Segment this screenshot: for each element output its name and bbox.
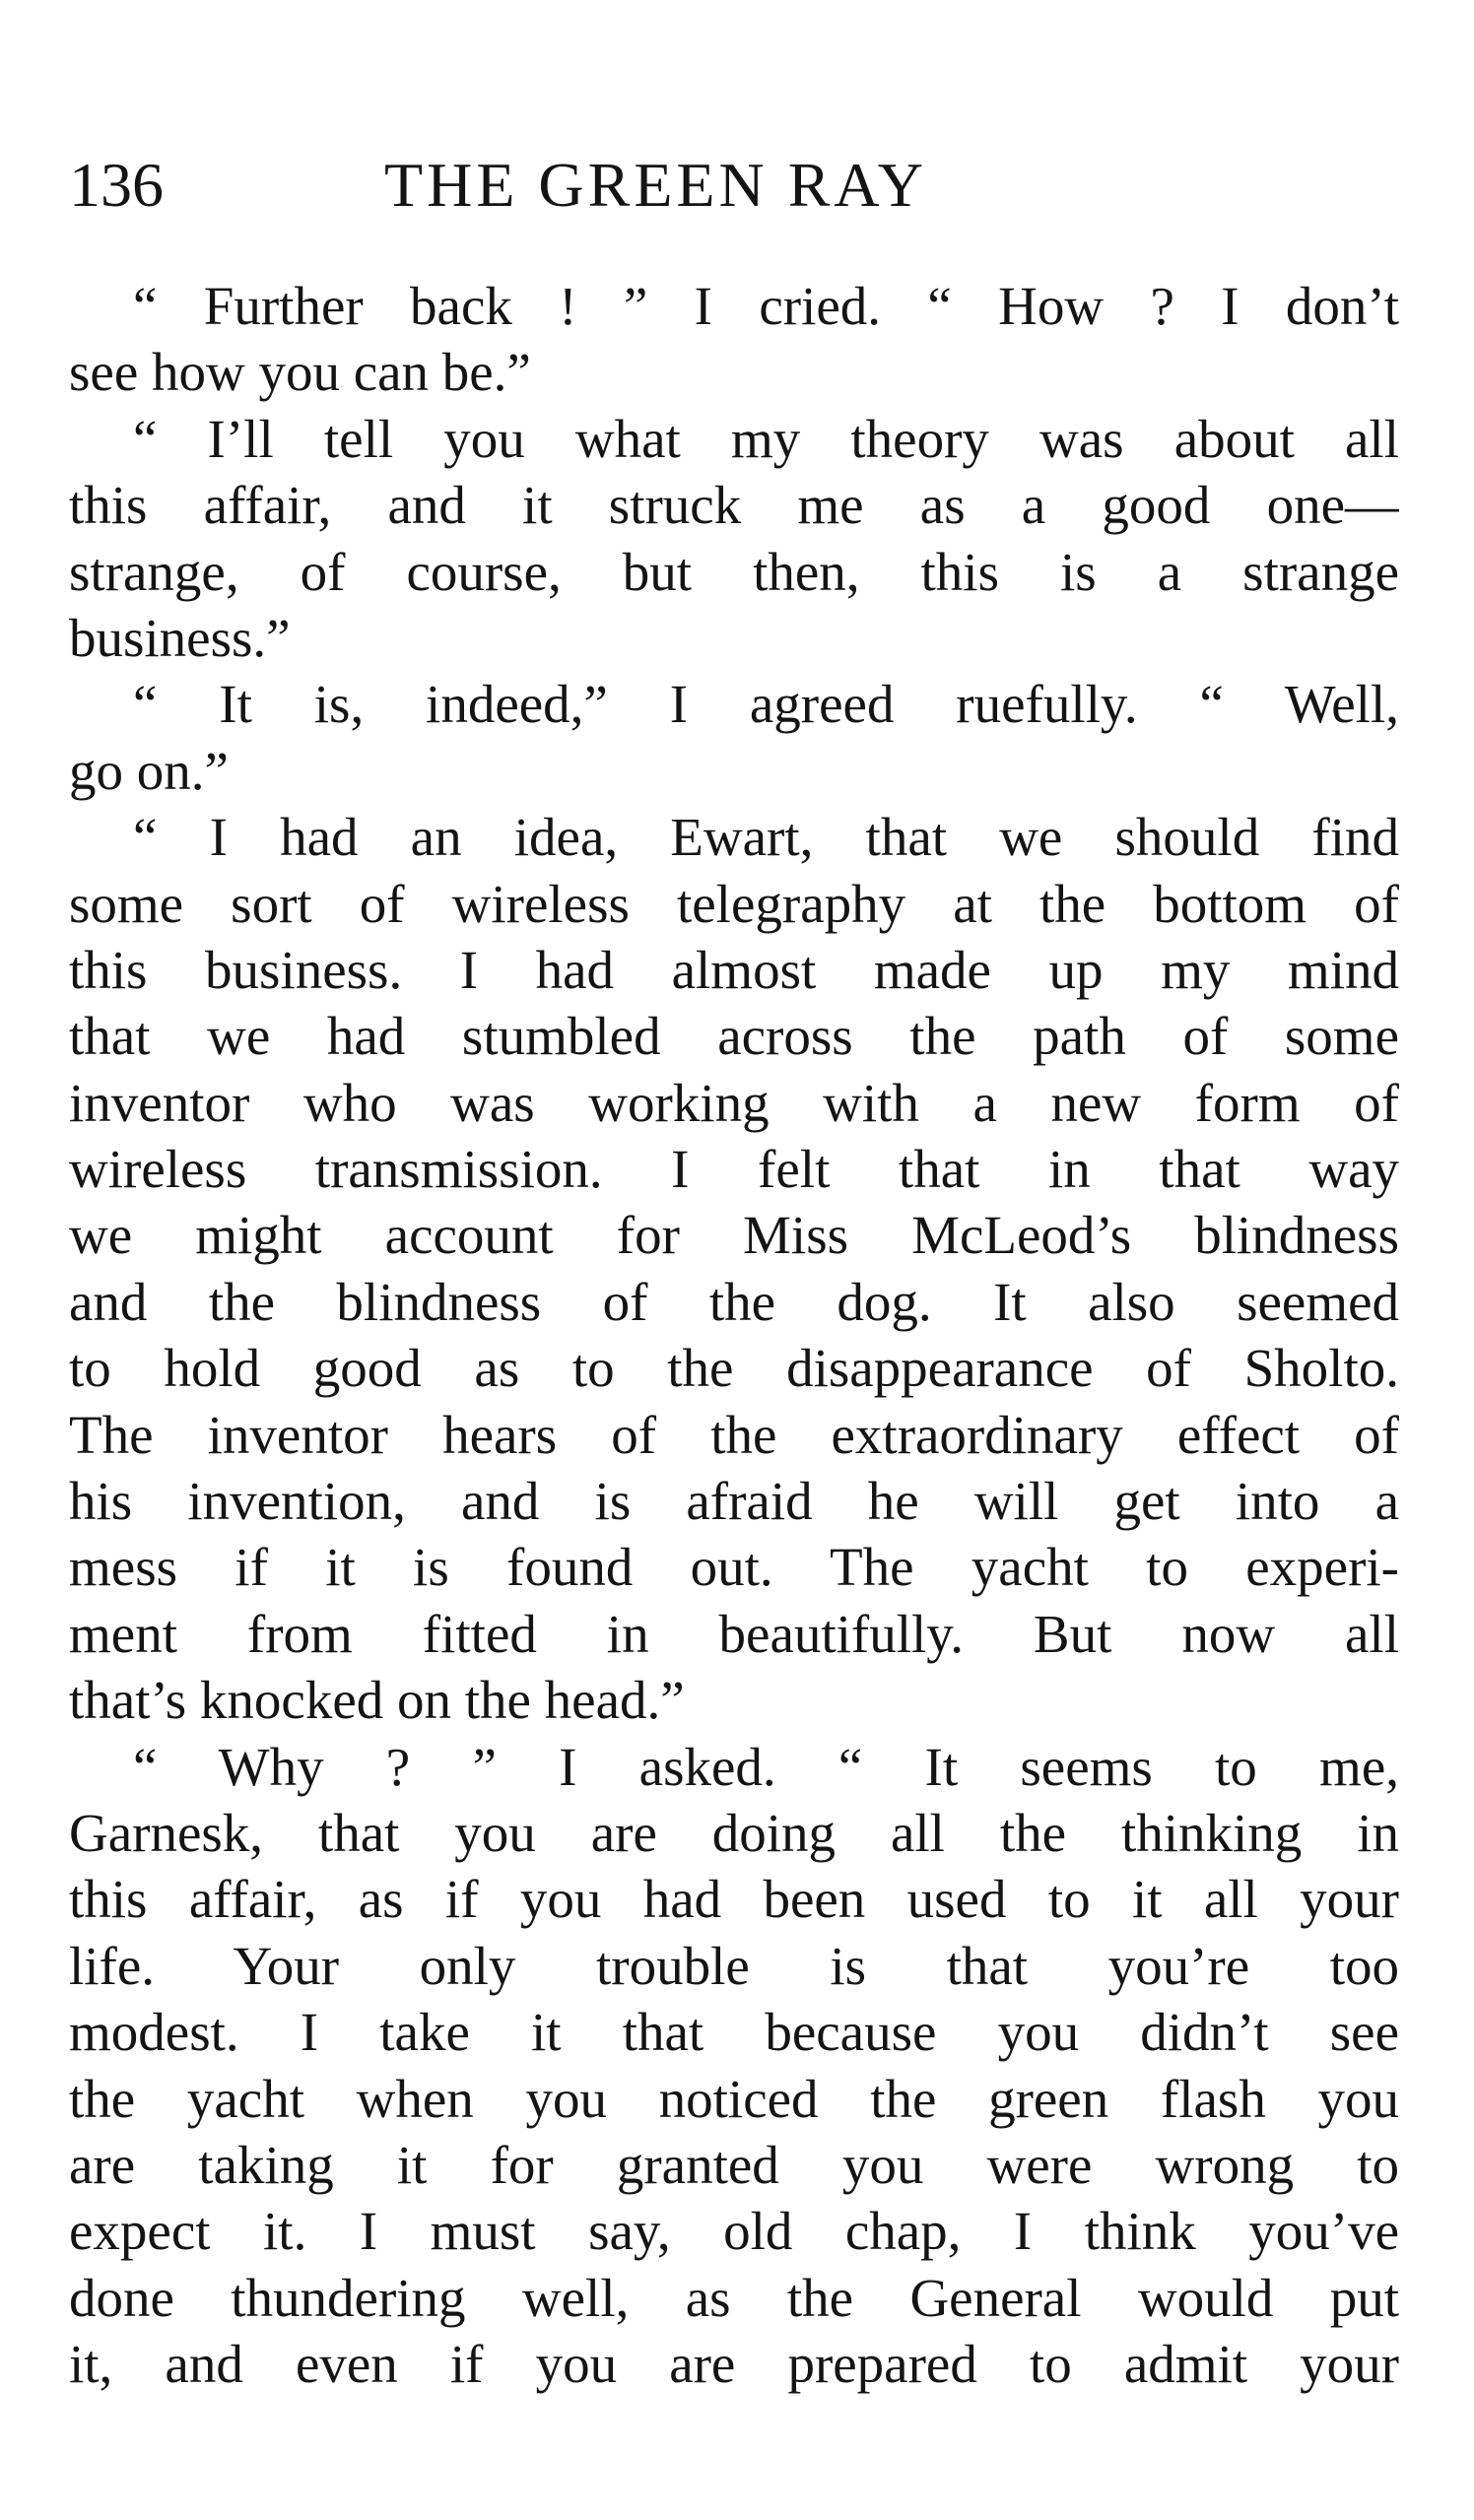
- text-line: The inventor hears of the extraordinary effect of: [69, 1404, 1399, 1465]
- text-line: ment from fitted in beautifully. But now all: [69, 1603, 1399, 1664]
- text-line: and the blindness of the dog. It also seemed: [69, 1271, 1399, 1332]
- page-number: 136: [69, 150, 164, 220]
- text-line: Garnesk, that you are doing all the thinking in: [69, 1802, 1399, 1863]
- running-head: [69, 138, 1399, 232]
- text-line: some sort of wireless telegraphy at the bottom of: [69, 873, 1399, 934]
- text-line: are taking it for granted you were wrong to: [69, 2134, 1399, 2195]
- text-line: this affair, and it struck me as a good one—: [69, 475, 1399, 536]
- text-line: done thundering well, as the General would put: [69, 2267, 1399, 2328]
- book-page: [69, 138, 1399, 2398]
- text-line: this affair, as if you had been used to it all your: [69, 1869, 1399, 1930]
- text-line: modest. I take it that because you didn’t see: [69, 2002, 1399, 2063]
- text-line: see how you can be.”: [69, 342, 531, 403]
- text-line: mess if it is found out. The yacht to experi-: [69, 1537, 1399, 1598]
- text-line: that’s knocked on the head.”: [69, 1670, 685, 1731]
- text-line: wireless transmission. I felt that in that way: [69, 1139, 1399, 1200]
- text-line: expect it. I must say, old chap, I think you’ve: [69, 2201, 1399, 2262]
- text-line: inventor who was working with a new form of: [69, 1072, 1399, 1133]
- text-line: the yacht when you noticed the green flash you: [69, 2068, 1399, 2129]
- text-line: to hold good as to the disappearance of Sholto.: [69, 1338, 1399, 1399]
- text-line: strange, of course, but then, this is a strange: [69, 541, 1399, 602]
- text-line: we might account for Miss McLeod’s blindness: [69, 1205, 1399, 1266]
- text-line: this business. I had almost made up my mind: [69, 939, 1399, 1000]
- text-line: that we had stumbled across the path of some: [69, 1006, 1399, 1067]
- text-line: life. Your only trouble is that you’re too: [69, 1935, 1399, 1996]
- text-line: it, and even if you are prepared to admit your: [69, 2334, 1399, 2395]
- text-line: go on.”: [69, 740, 229, 801]
- text-line: “ It is, indeed,” I agreed ruefully. “ Well,: [133, 674, 1399, 735]
- text-line: “ Why ? ” I asked. “ It seems to me,: [133, 1736, 1399, 1797]
- body-text: [69, 273, 1399, 2398]
- text-line: business.”: [69, 607, 291, 668]
- text-line: his invention, and is afraid he will get into a: [69, 1471, 1399, 1532]
- text-line: “ I’ll tell you what my theory was about all: [133, 408, 1399, 469]
- text-line: “ I had an idea, Ewart, that we should find: [133, 807, 1399, 868]
- text-line: “ Further back ! ” I cried. “ How ? I don’t: [133, 276, 1399, 336]
- book-title: THE GREEN RAY: [384, 150, 927, 220]
